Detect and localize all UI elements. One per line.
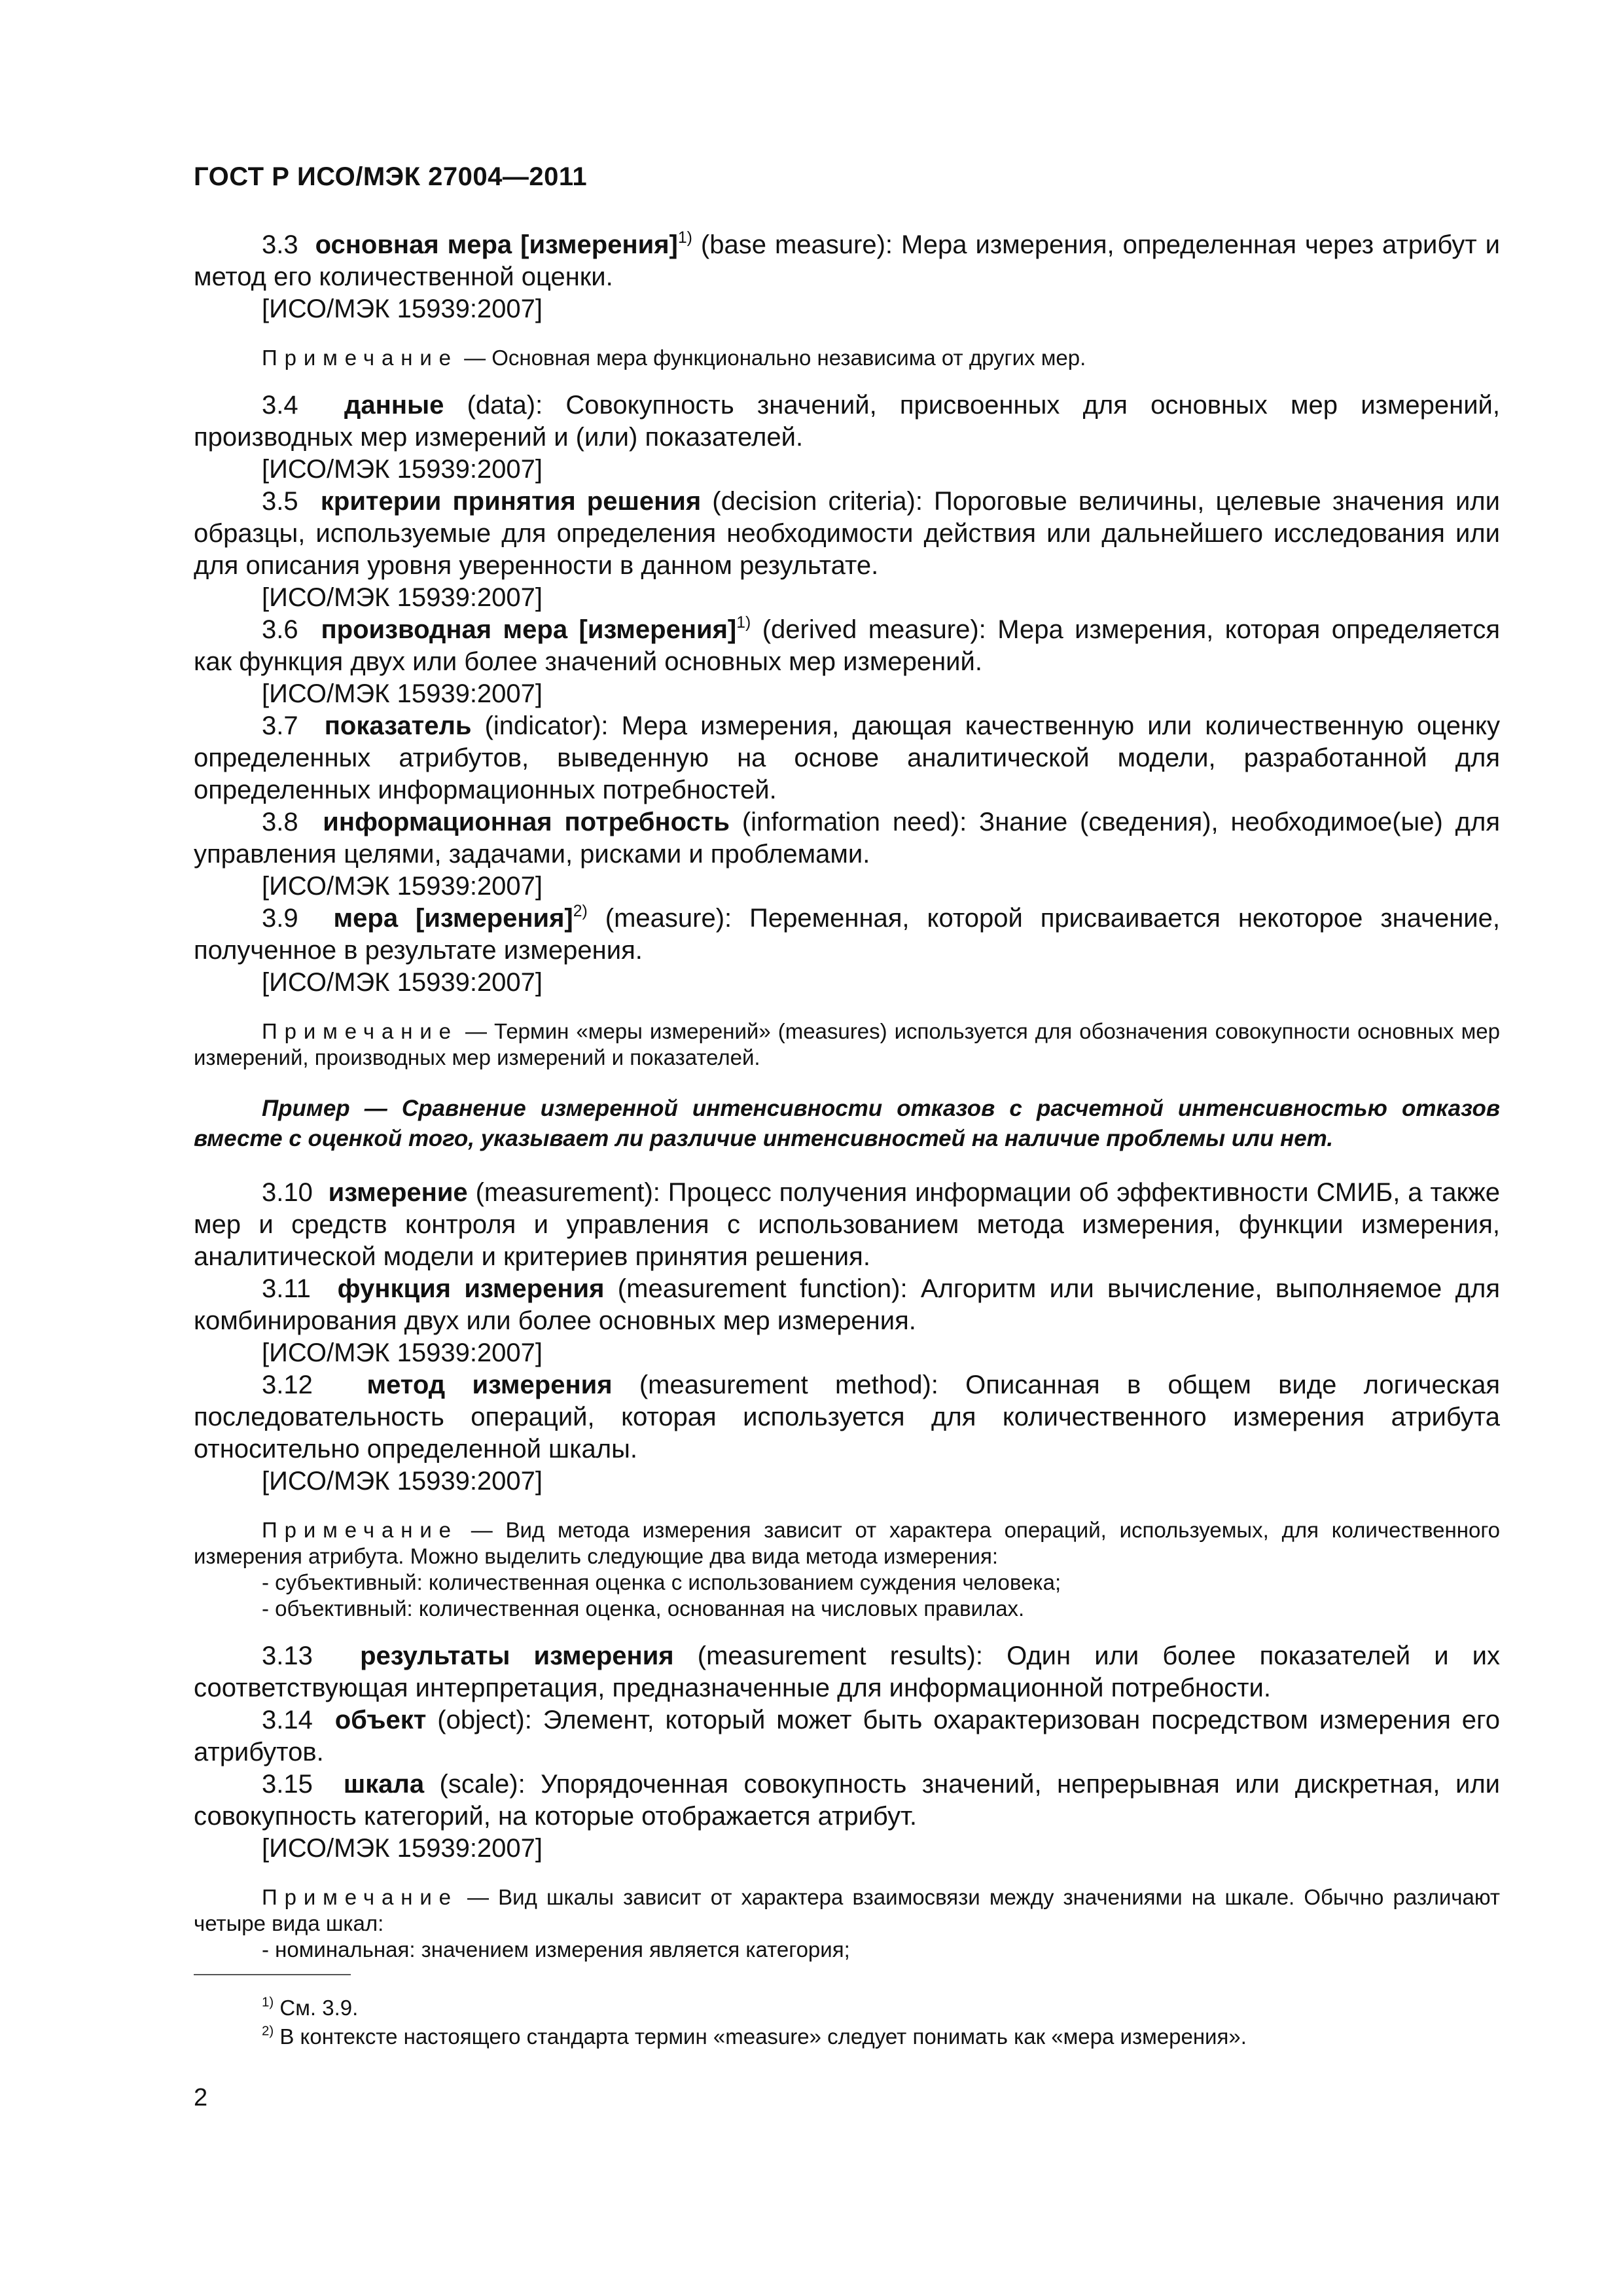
example-text: Пример — Сравнение измеренной интенсивности отказов с расчетной интенсивностью отказов вместе с оценкой того, указывает ли различие интенсивностей на наличие проблемы или нет. [194, 1096, 1500, 1151]
term-entry-3-3 [194, 229, 1500, 293]
term-definition: (object): Элемент, который может быть охарактеризован посредством измерения его атрибутов. [194, 1706, 1500, 1767]
source-reference: [ИСО/МЭК 15939:2007] [262, 1338, 543, 1367]
term-name: основная мера [измерения] [315, 230, 678, 259]
term-entry-3-8 [194, 806, 1500, 870]
term-name: измерение [328, 1178, 468, 1207]
note-list-item: - субъективный: количественная оценка с использованием суждения человека; [262, 1570, 1061, 1594]
term-entry-3-13 [194, 1640, 1500, 1704]
term-entry-3-14 [194, 1704, 1500, 1768]
note-text: — Основная мера функционально независима от других мер. [457, 346, 1086, 370]
entry-number: 3.3 [262, 230, 298, 259]
entry-number: 3.13 [262, 1641, 313, 1670]
term-name: информационная потребность [323, 808, 730, 836]
term-entry-3-15 [194, 1768, 1500, 1833]
note-list-item: - номинальная: значением измерения является категория; [262, 1937, 850, 1962]
term-name: данные [344, 391, 444, 420]
footnote-mark: 1) [262, 1994, 274, 2010]
note-label: Примечание [262, 346, 458, 370]
document-header: ГОСТ Р ИСО/МЭК 27004—2011 [194, 162, 588, 191]
term-name: производная мера [измерения] [321, 615, 737, 644]
term-definition: (base measure): Мера измерения, определенная через атрибут и метод его количественной оценки. [194, 230, 1501, 291]
source-reference: [ИСО/МЭК 15939:2007] [262, 295, 543, 323]
entry-number: 3.15 [262, 1770, 313, 1799]
term-name: метод измерения [366, 1371, 613, 1399]
footnotes [262, 1994, 1492, 2051]
term-definition: (measurement method): Описанная в общем виде логическая последовательность операций, которая используется для количественного измерения атрибута относительно определенной шкалы. [194, 1371, 1500, 1463]
entry-number: 3.4 [262, 391, 298, 420]
term-entry-3-10 [194, 1177, 1500, 1273]
term-entry-3-9 [194, 903, 1500, 967]
example-block [194, 1094, 1500, 1154]
entry-number: 3.5 [262, 487, 298, 516]
source-reference: [ИСО/МЭК 15939:2007] [262, 1467, 543, 1496]
term-name: функция измерения [337, 1274, 605, 1303]
term-entry-3-4 [194, 389, 1500, 454]
footnote-text: См. 3.9. [274, 1996, 359, 2020]
term-definition: (information need): Знание (сведения), необходимое(ые) для управления целями, задачами, рисками и проблемами. [194, 808, 1500, 869]
term-entry-3-5 [194, 486, 1500, 582]
term-name: показатель [324, 711, 472, 740]
note-block [194, 1517, 1500, 1622]
note-block [194, 1018, 1500, 1071]
page-number: 2 [194, 2084, 208, 2111]
note-block [194, 345, 1500, 371]
entry-number: 3.8 [262, 808, 298, 836]
term-definition: (measurement function): Алгоритм или вычисление, выполняемое для комбинирования двух или более основных мер измерения. [194, 1274, 1500, 1335]
footnote-ref: 1) [736, 613, 751, 632]
footnote-text: В контексте настоящего стандарта термин «measure» следует понимать как «мера измерения». [274, 2024, 1247, 2049]
entry-number: 3.14 [262, 1706, 313, 1734]
term-definition: (measurement): Процесс получения информации об эффективности СМИБ, а также мер и средств контроля и управления с использованием метода измерения, функции измерения, аналитической модели и критериев принятия решения. [194, 1178, 1501, 1271]
term-definition: (measurement results): Один или более показателей и их соответствующая интерпретация, предназначенные для информационной потребности. [194, 1641, 1500, 1702]
document-body [194, 229, 1500, 1981]
term-definition: (measure): Переменная, которой присваивается некоторое значение, полученное в результате измерения. [194, 904, 1500, 965]
source-reference: [ИСО/МЭК 15939:2007] [262, 968, 543, 997]
term-definition: (scale): Упорядоченная совокупность значений, непрерывная или дискретная, или совокупность категорий, на которые отображается атрибут. [194, 1770, 1501, 1831]
note-label: Примечание [262, 1885, 458, 1909]
term-entry-3-12 [194, 1369, 1500, 1465]
entry-number: 3.9 [262, 904, 298, 933]
term-name: шкала [343, 1770, 425, 1799]
entry-number: 3.12 [262, 1371, 313, 1399]
footnote-divider [194, 1974, 351, 1975]
source-reference: [ИСО/МЭК 15939:2007] [262, 872, 543, 901]
source-reference: [ИСО/МЭК 15939:2007] [262, 583, 543, 612]
source-reference: [ИСО/МЭК 15939:2007] [262, 1834, 543, 1863]
note-text: — Вид шкалы зависит от характера взаимосвязи между значениями на шкале. Обычно различают четыре вида шкал: [194, 1885, 1500, 1935]
source-reference: [ИСО/МЭК 15939:2007] [262, 455, 543, 484]
footnote-item [262, 1994, 1492, 2022]
term-name: мера [измерения] [333, 904, 573, 933]
footnote-mark: 2) [262, 2023, 274, 2039]
term-definition: (decision criteria): Пороговые величины, целевые значения или образцы, используемые для определения необходимости действия или дальнейшего исследования или для описания уровня уверенности в данном результате. [194, 487, 1500, 580]
term-definition: (indicator): Мера измерения, дающая качественную или количественную оценку определенных атрибутов, выведенную на основе аналитической модели, разработанной для определенных информационных потребностей. [194, 711, 1501, 804]
note-text: — Вид метода измерения зависит от характера операций, используемых, для количественного измерения атрибута. Можно выделить следующие два вида метода измерения: [194, 1518, 1500, 1568]
term-name: критерии принятия решения [320, 487, 702, 516]
term-entry-3-6 [194, 614, 1500, 678]
entry-number: 3.10 [262, 1178, 313, 1207]
note-list-item: - объективный: количественная оценка, основанная на числовых правилах. [262, 1596, 1025, 1621]
note-label: Примечание [262, 1518, 458, 1542]
note-block [194, 1884, 1500, 1963]
term-name: результаты измерения [360, 1641, 674, 1670]
note-label: Примечание [262, 1019, 458, 1043]
note-text: — Термин «меры измерений» (measures) используется для обозначения совокупности основных мер измерений, производных мер измерений и показателей. [194, 1019, 1500, 1069]
entry-number: 3.11 [262, 1274, 311, 1303]
footnote-item [262, 2022, 1492, 2051]
term-definition: (derived measure): Мера измерения, которая определяется как функция двух или более значений основных мер измерений. [194, 615, 1500, 676]
source-reference: [ИСО/МЭК 15939:2007] [262, 679, 543, 708]
footnote-ref: 2) [573, 902, 588, 920]
entry-number: 3.6 [262, 615, 298, 644]
term-entry-3-11 [194, 1273, 1500, 1337]
term-name: объект [334, 1706, 427, 1734]
term-entry-3-7 [194, 710, 1500, 806]
term-definition: (data): Совокупность значений, присвоенных для основных мер измерений, производных мер измерений и (или) показателей. [194, 391, 1501, 452]
entry-number: 3.7 [262, 711, 298, 740]
footnote-ref: 1) [677, 228, 692, 247]
